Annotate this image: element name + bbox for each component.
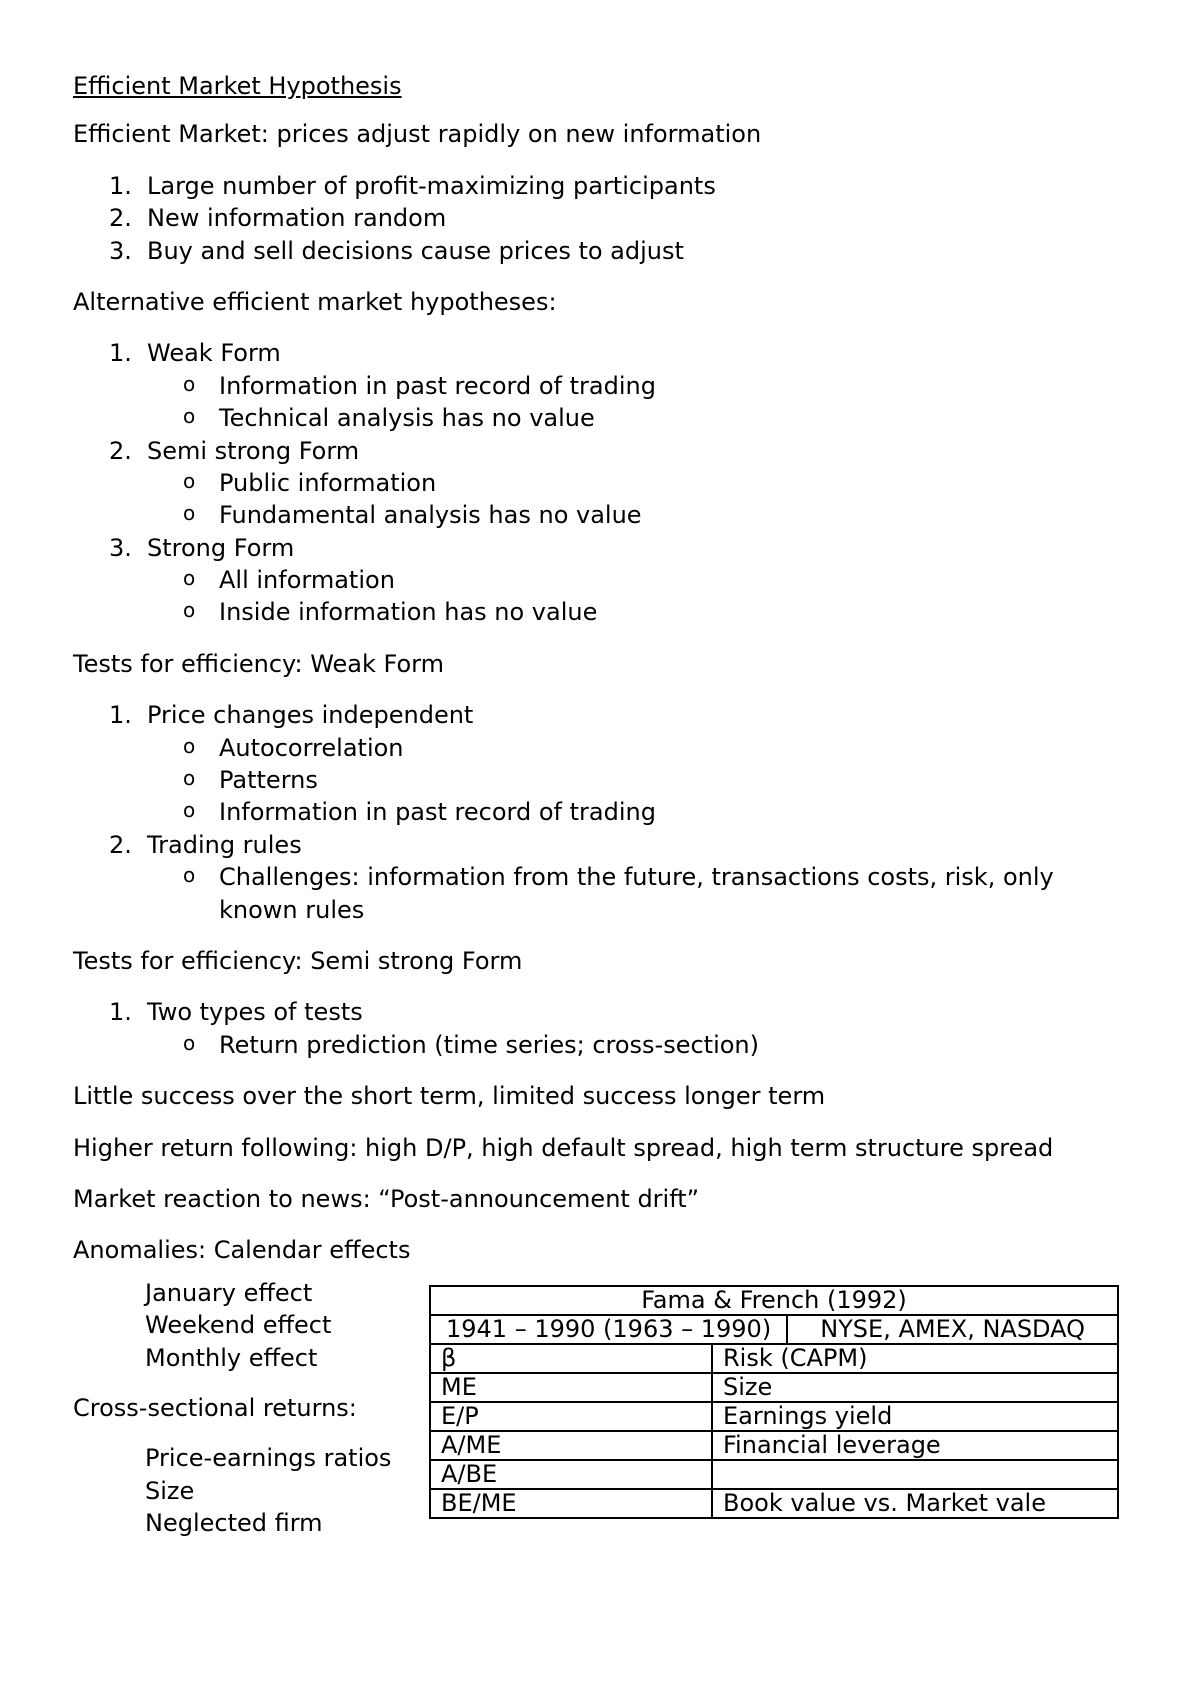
weak-heading: Tests for efficiency: Weak Form bbox=[73, 649, 444, 678]
list-item: 1. Price changes independent bbox=[109, 701, 474, 730]
list-item: 3. Strong Form bbox=[109, 533, 295, 562]
table-cell: Risk (CAPM) bbox=[712, 1344, 1118, 1373]
list-item: o Information in past record of trading bbox=[183, 371, 656, 400]
sub-list bbox=[73, 732, 1133, 829]
list-item: Weekend effect bbox=[145, 1311, 332, 1340]
table-cell: A/ME bbox=[430, 1431, 712, 1460]
table-row bbox=[430, 1431, 1118, 1460]
list-item: 3. Buy and sell decisions cause prices to adjust bbox=[109, 236, 684, 265]
document-title: Efficient Market Hypothesis bbox=[73, 72, 402, 100]
little-success-paragraph: Little success over the short term, limited success longer term bbox=[73, 1082, 826, 1111]
cross-sectional-heading: Cross-sectional returns: bbox=[73, 1393, 357, 1422]
list-item: Price-earnings ratios bbox=[145, 1444, 392, 1473]
table-cell: Financial leverage bbox=[712, 1431, 1118, 1460]
list-item: o Challenges: information from the future, transactions costs, risk, only known rules bbox=[183, 863, 1054, 924]
list-item: o Fundamental analysis has no value bbox=[183, 501, 642, 530]
table-row bbox=[430, 1489, 1118, 1518]
semi-heading: Tests for efficiency: Semi strong Form bbox=[73, 946, 523, 975]
table-cell: A/BE bbox=[430, 1460, 712, 1489]
list-item: 1. Weak Form bbox=[109, 339, 281, 368]
table-cell: ME bbox=[430, 1373, 712, 1402]
assumptions-list bbox=[73, 170, 1133, 267]
sub-list bbox=[73, 564, 1133, 629]
list-item: o Return prediction (time series; cross-section) bbox=[183, 1030, 759, 1059]
bullet-icon: o bbox=[183, 598, 196, 623]
intro-paragraph: Efficient Market: prices adjust rapidly on new information bbox=[73, 120, 762, 149]
list-item: 2. Semi strong Form bbox=[109, 436, 360, 465]
table-header: Fama & French (1992) bbox=[430, 1286, 1118, 1315]
list-item: Monthly effect bbox=[145, 1343, 318, 1372]
market-reaction-paragraph: Market reaction to news: “Post-announcement drift” bbox=[73, 1184, 700, 1213]
table-cell: β bbox=[430, 1344, 712, 1373]
table-row bbox=[430, 1344, 1118, 1373]
table-cell: BE/ME bbox=[430, 1489, 712, 1518]
anomalies-paragraph: Anomalies: Calendar effects bbox=[73, 1236, 411, 1265]
bullet-icon: o bbox=[183, 1030, 196, 1055]
higher-return-paragraph: Higher return following: high D/P, high default spread, high term structure spread bbox=[73, 1133, 1054, 1162]
sub-list bbox=[73, 467, 1133, 532]
list-item: 1. Large number of profit-maximizing participants bbox=[109, 171, 716, 200]
forms-list bbox=[73, 337, 1133, 629]
list-item: Neglected firm bbox=[145, 1509, 323, 1538]
table-cell: Book value vs. Market vale bbox=[712, 1489, 1118, 1518]
table-row bbox=[430, 1402, 1118, 1431]
fama-french-table bbox=[429, 1285, 1119, 1519]
list-item: o All information bbox=[183, 566, 395, 595]
sub-list bbox=[73, 861, 1133, 926]
list-item: January effect bbox=[145, 1278, 313, 1307]
bullet-icon: o bbox=[183, 371, 196, 396]
list-item: o Autocorrelation bbox=[183, 733, 404, 762]
bullet-icon: o bbox=[183, 404, 196, 429]
document-body bbox=[73, 70, 1133, 1577]
sub-list bbox=[73, 370, 1133, 435]
bullet-icon: o bbox=[183, 733, 196, 758]
bullet-icon: o bbox=[183, 863, 196, 888]
semi-tests-list bbox=[73, 996, 1133, 1061]
calendar-effects-list bbox=[73, 1277, 413, 1374]
alt-heading: Alternative efficient market hypotheses: bbox=[73, 287, 557, 316]
bullet-icon: o bbox=[183, 566, 196, 591]
bullet-icon: o bbox=[183, 766, 196, 791]
list-item: 2. Trading rules bbox=[109, 830, 302, 859]
bullet-icon: o bbox=[183, 468, 196, 493]
list-item: o Information in past record of trading bbox=[183, 798, 656, 827]
table-cell bbox=[712, 1460, 1118, 1489]
list-item: 1. Two types of tests bbox=[109, 998, 363, 1027]
table-row bbox=[430, 1286, 1118, 1315]
list-item: o Technical analysis has no value bbox=[183, 404, 595, 433]
anomalies-left-column bbox=[73, 1277, 413, 1558]
list-item: o Patterns bbox=[183, 766, 318, 795]
list-item: o Inside information has no value bbox=[183, 598, 598, 627]
list-item: Size bbox=[145, 1476, 195, 1505]
table-cell: Earnings yield bbox=[712, 1402, 1118, 1431]
bullet-icon: o bbox=[183, 501, 196, 526]
list-item: o Public information bbox=[183, 468, 437, 497]
table-period: 1941 – 1990 (1963 – 1990) bbox=[430, 1315, 787, 1344]
sub-list bbox=[73, 1029, 1133, 1061]
cross-sectional-list bbox=[73, 1442, 413, 1539]
table-row bbox=[430, 1315, 1118, 1344]
anomalies-section bbox=[73, 1277, 1133, 1577]
table-cell: Size bbox=[712, 1373, 1118, 1402]
list-item: 2. New information random bbox=[109, 204, 447, 233]
table-row bbox=[430, 1460, 1118, 1489]
table-row bbox=[430, 1373, 1118, 1402]
weak-tests-list bbox=[73, 699, 1133, 926]
table-cell: E/P bbox=[430, 1402, 712, 1431]
bullet-icon: o bbox=[183, 798, 196, 823]
table-markets: NYSE, AMEX, NASDAQ bbox=[787, 1315, 1118, 1344]
